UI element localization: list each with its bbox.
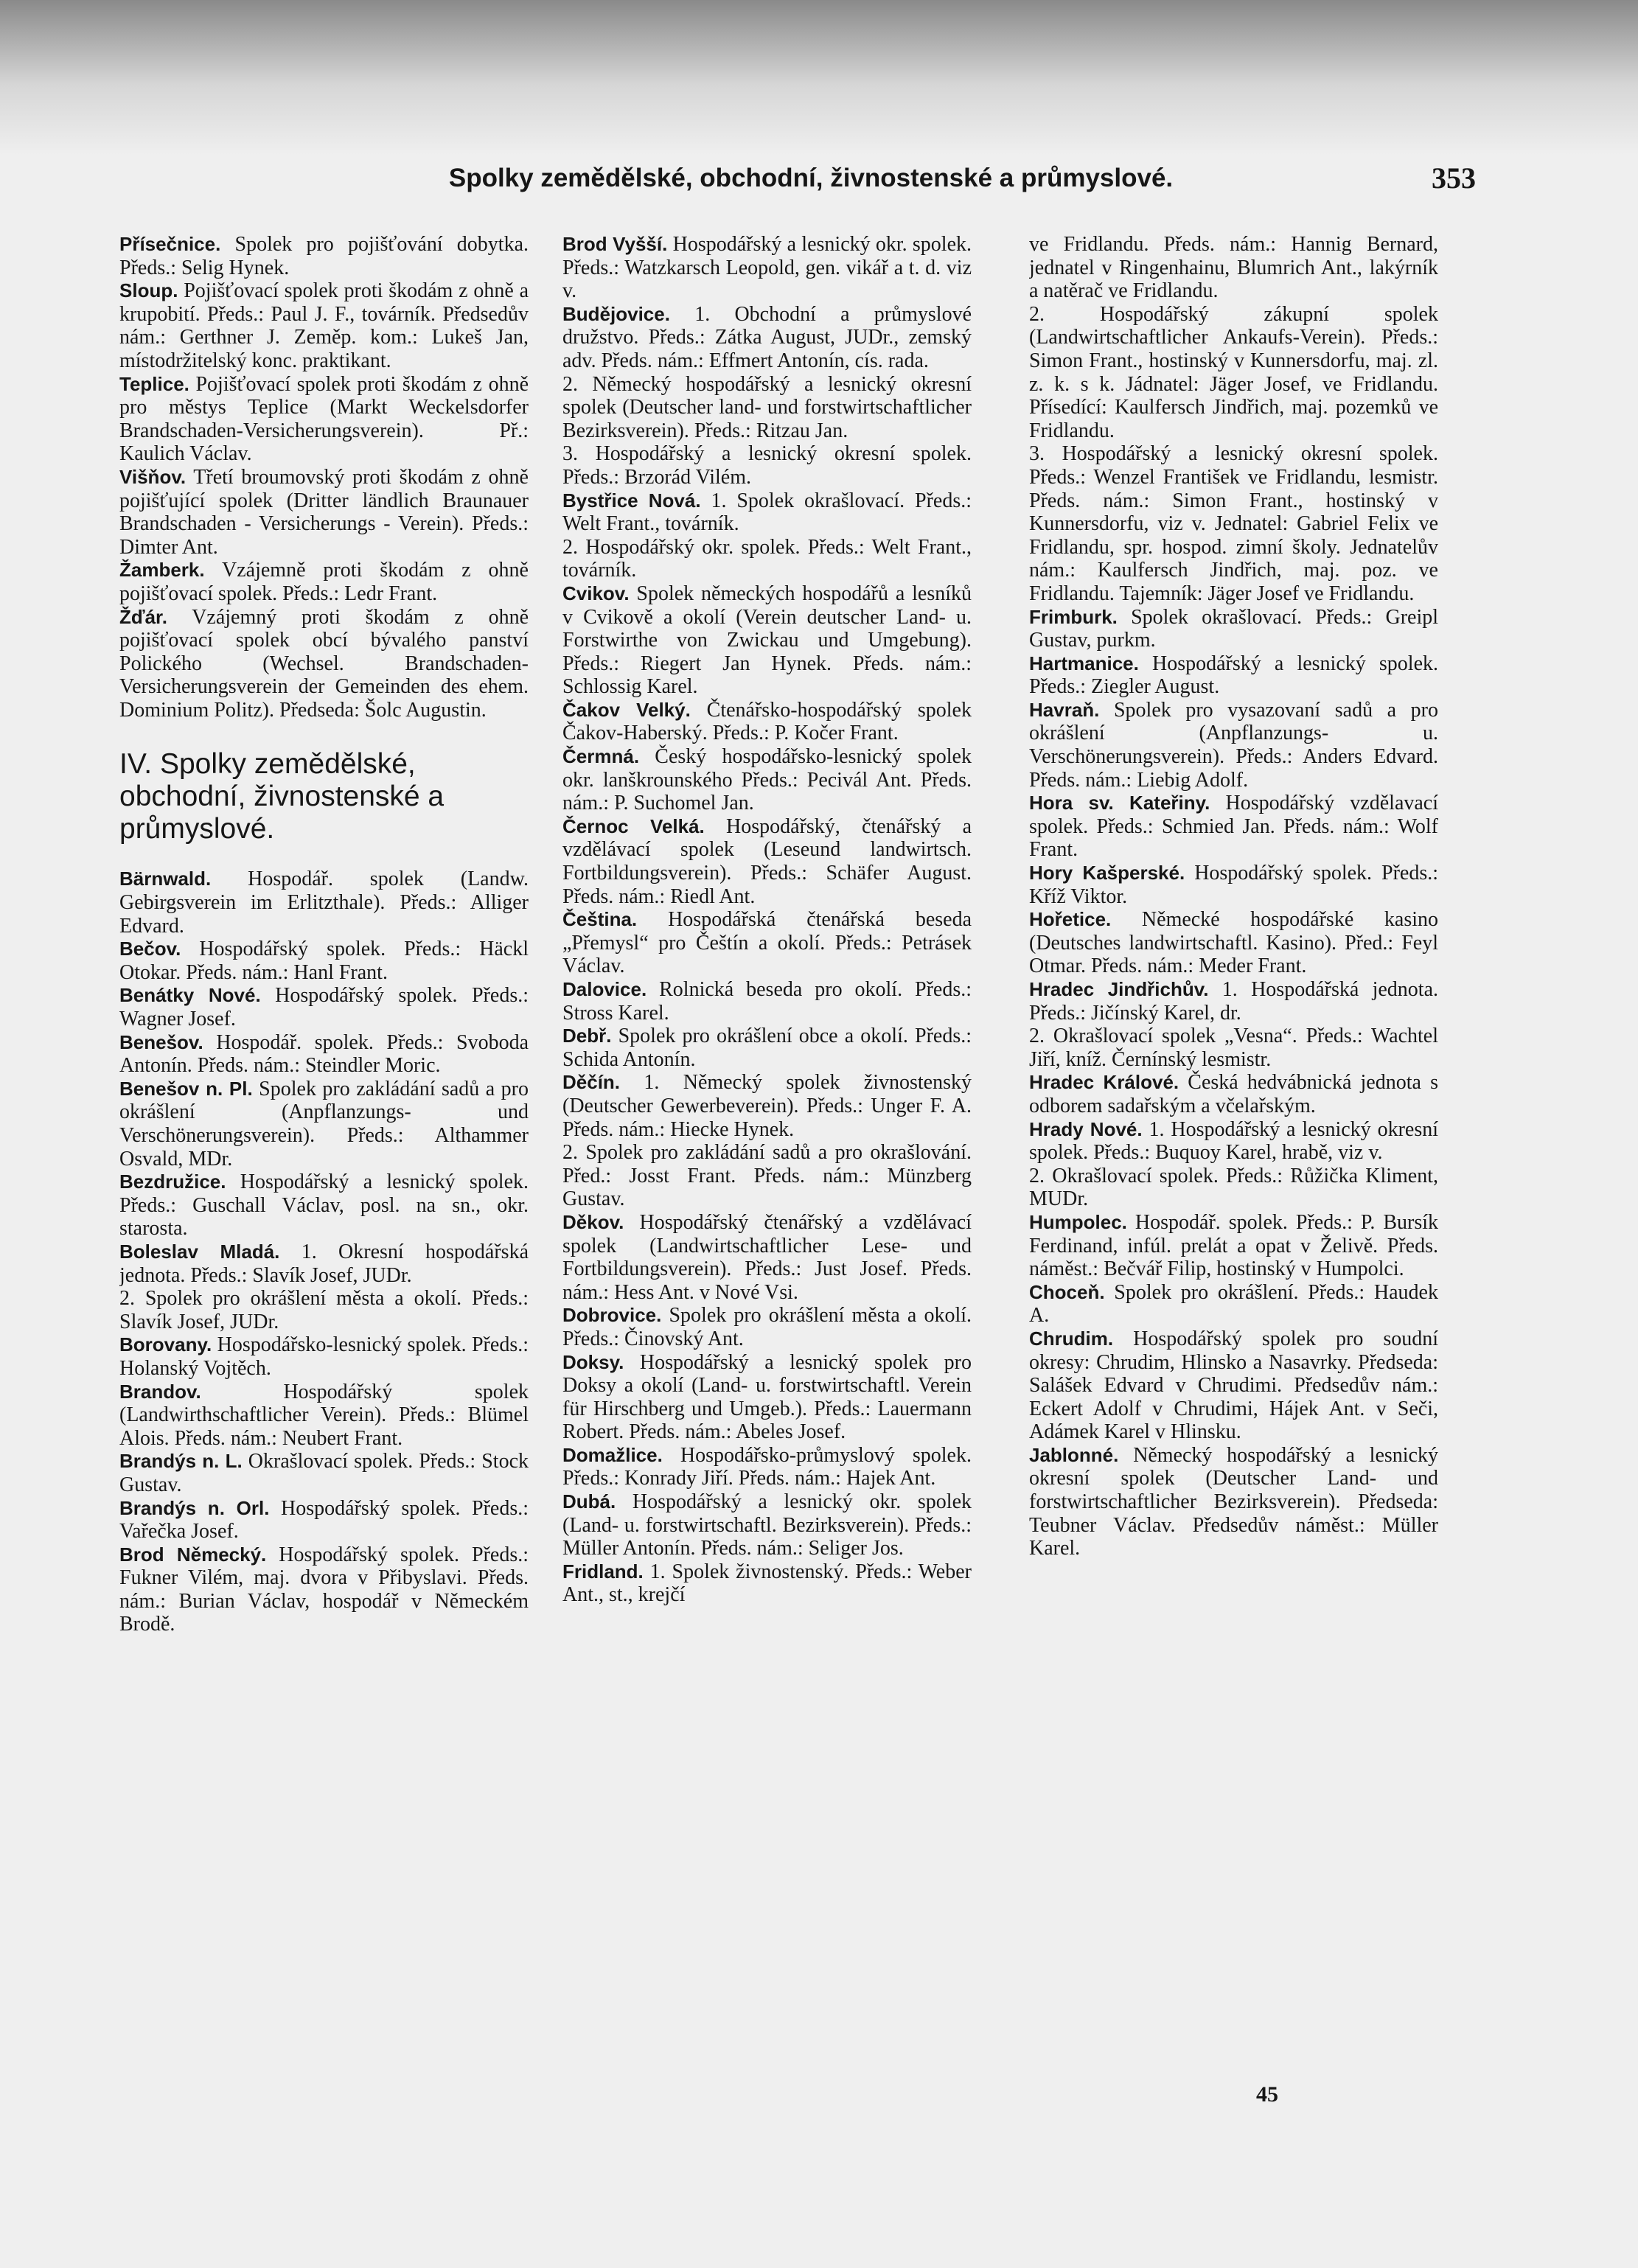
directory-entry bbox=[1029, 1071, 1438, 1117]
directory-entry bbox=[562, 1490, 972, 1560]
entry-text: Český hospodářsko-lesnický spolek okr. lanškrounského Předs.: Pecivál Ant. Předs. nám.: P. Suchomel Jan. bbox=[562, 745, 972, 815]
place-name: Budějovice. bbox=[562, 302, 670, 325]
page-number: 353 bbox=[1432, 161, 1476, 195]
entry-text: Hospodářský spolek. Předs.: Fukner Vilém, maj. dvora v Přibyslavi. Předs. nám.: Burian Václav, hospodář v Německém Brodě. bbox=[119, 1543, 529, 1636]
place-name: Višňov. bbox=[119, 465, 187, 488]
entry-text: Hospodářský spolek. Předs.: Wagner Josef. bbox=[119, 984, 529, 1031]
entry-text: Hospodářský a lesnický spolek. Předs.: Guschall Václav, posl. na sn., okr. starosta. bbox=[119, 1170, 529, 1241]
directory-entry bbox=[1029, 792, 1438, 862]
entry-text: Hospodář. spolek. Předs.: P. Bursík Ferdinand, infúl. prelát a opat v Želivě. Předs. náměst.: Bečvář Filip, hostinský v Humpolci. bbox=[1029, 1210, 1438, 1281]
entry-text: Spolek pro okrášlení obce a okolí. Předs.: Schida Antonín. bbox=[562, 1025, 972, 1071]
directory-entry bbox=[119, 1333, 529, 1380]
entry-text: Hospodářský a lesnický spolek. Předs.: Ziegler August. bbox=[1029, 652, 1438, 699]
entry-text: Čtenářsko-hospodářský spolek Čakov-Haberský. Předs.: P. Kočer Frant. bbox=[562, 698, 972, 745]
place-name: Žamberk. bbox=[119, 559, 205, 582]
place-name: Hrady Nové. bbox=[1029, 1117, 1143, 1140]
entry-text: Německé hospodářské kasino (Deutsches landwirtschaftl. Kasino). Před.: Feyl Otmar. Předs. nám.: Meder Frant. bbox=[1029, 908, 1438, 978]
directory-entry bbox=[1029, 1211, 1438, 1281]
place-name: Dubá. bbox=[562, 1490, 616, 1513]
entry-text: Hospodářská čtenářská beseda „Přemysl“ pro Češtín a okolí. Předs.: Petrásek Václav. bbox=[562, 908, 972, 978]
directory-entry bbox=[1029, 1444, 1438, 1560]
entry-text: 1. Spolek okrašlovací. Předs.: Welt Frant., továrník. bbox=[562, 489, 972, 536]
sub-entry: 2. Okrašlovací spolek. Předs.: Růžička Kliment, MUDr. bbox=[1029, 1164, 1438, 1211]
directory-entry bbox=[1029, 908, 1438, 978]
directory-entry bbox=[562, 1444, 972, 1490]
directory-entry bbox=[119, 1497, 529, 1543]
directory-entry bbox=[562, 489, 972, 536]
directory-entry bbox=[1029, 1281, 1438, 1327]
entry-text: Pojišťovací spolek proti škodám z ohně a krupobití. Předs.: Paul J. F., továrník. Předsedův nám.: Gerthner J. Zeměp. kom.: Lukeš Jan, místodržitelský konc. praktikant. bbox=[119, 279, 529, 372]
entry-text: Rolnická beseda pro okolí. Předs.: Stross Karel. bbox=[562, 978, 972, 1025]
place-name: Brandýs n. Orl. bbox=[119, 1496, 270, 1519]
entry-text: Hospodářský a lesnický okr. spolek. Předs.: Watzkarsch Leopold, gen. vikář a t. d. viz v. bbox=[562, 233, 972, 303]
place-name: Hory Kašperské. bbox=[1029, 862, 1185, 884]
entry-text: 1. Hospodářský a lesnický okresní spolek. Předs.: Buquoy Karel, hrabě, viz v. bbox=[1029, 1117, 1438, 1165]
entry-text: 1. Spolek živnostenský. Předs.: Weber Ant., st., krejčí bbox=[562, 1560, 972, 1607]
place-name: Bärnwald. bbox=[119, 868, 212, 890]
directory-entry bbox=[562, 233, 972, 303]
place-name: Hradec Králové. bbox=[1029, 1071, 1179, 1094]
directory-entry bbox=[562, 745, 972, 815]
place-name: Černoc Velká. bbox=[562, 814, 705, 837]
directory-entry bbox=[1029, 862, 1438, 908]
continued-entry: ve Fridlandu. Předs. nám.: Hannig Bernard, jednatel v Ringenhainu, Blumrich Ant., lakýrník a natěrač ve Fridlandu. bbox=[1029, 233, 1438, 303]
place-name: Domažlice. bbox=[562, 1443, 663, 1466]
entry-text: Spolek okrašlovací. Předs.: Greipl Gustav, purkm. bbox=[1029, 605, 1438, 652]
place-name: Hartmanice. bbox=[1029, 652, 1139, 674]
place-name: Benešov. bbox=[119, 1030, 203, 1053]
signature-number: 45 bbox=[1256, 2082, 1278, 2107]
running-header: Spolky zemědělské, obchodní, živnostenské a průmyslové. bbox=[448, 164, 1174, 192]
directory-entry bbox=[119, 233, 529, 279]
directory-entry bbox=[119, 466, 529, 559]
place-name: Sloup. bbox=[119, 279, 178, 302]
entry-text: Hospodářsko-lesnický spolek. Předs.: Holanský Vojtěch. bbox=[119, 1333, 529, 1380]
place-name: Čeština. bbox=[562, 908, 638, 931]
directory-entry bbox=[119, 1078, 529, 1170]
directory-entry bbox=[1029, 699, 1438, 792]
directory-entry bbox=[562, 582, 972, 699]
place-name: Benátky Nové. bbox=[119, 984, 261, 1007]
place-name: Žďár. bbox=[119, 605, 167, 628]
entry-text: Spolek pro vysazovaní sadů a pro okrášlení (Anpflanzungs- u. Verschönerungsverein). Předs.: Anders Edvard. Předs. nám.: Liebig Adolf. bbox=[1029, 698, 1438, 792]
entry-text: 1. Německý spolek živnostenský (Deutscher Gewerbeverein). Předs.: Unger F. A. Předs. nám.: Hiecke Hynek. bbox=[562, 1071, 972, 1141]
place-name: Debř. bbox=[562, 1025, 612, 1047]
directory-entry bbox=[119, 1031, 529, 1078]
entry-text: Hospodářský, čtenářský a vzdělávací spolek (Leseund landwirtsch. Fortbildungsverein). Předs.: Schäfer August. Předs. nám.: Riedl Ant. bbox=[562, 814, 972, 908]
place-name: Děkov. bbox=[562, 1210, 624, 1233]
entry-text: Hospodářský spolek. Předs.: Häckl Otokar. Předs. nám.: Hanl Frant. bbox=[119, 938, 529, 984]
entry-text: Spolek pro zakládání sadů a pro okrášlení (Anpflanzungs- und Verschönerungsverein). Předs.: Althammer Osvald, MDr. bbox=[119, 1077, 529, 1170]
sub-entry: 2. Spolek pro okrášlení města a okolí. Předs.: Slavík Josef, JUDr. bbox=[119, 1287, 529, 1333]
place-name: Hořetice. bbox=[1029, 908, 1112, 931]
directory-entry bbox=[562, 908, 972, 978]
directory-entry bbox=[119, 868, 529, 938]
entry-text: 1. Hospodářská jednota. Předs.: Jičínský Karel, dr. bbox=[1029, 978, 1438, 1025]
sub-entry: 2. Hospodářský okr. spolek. Předs.: Welt Frant., továrník. bbox=[562, 535, 972, 582]
directory-entry bbox=[1029, 978, 1438, 1025]
directory-entry bbox=[562, 303, 972, 373]
directory-entry bbox=[562, 699, 972, 745]
directory-entry bbox=[1029, 1118, 1438, 1165]
directory-entry bbox=[119, 1450, 529, 1496]
entry-text: Hospodářský a lesnický spolek pro Doksy a okolí (Land- u. forstwirtschaftl. Verein für Hirschberg und Umgeb.). Předs.: Lauermann Robert. Předs. nám.: Abeles Josef. bbox=[562, 1350, 972, 1444]
sub-entry: 2. Spolek pro zakládání sadů a pro okrašlování. Před.: Josst Frant. Předs. nám.: Münzberg Gustav. bbox=[562, 1141, 972, 1211]
place-name: Cvikov. bbox=[562, 582, 630, 604]
entry-text: Spolek pro okrášlení města a okolí. Předs.: Činovský Ant. bbox=[562, 1304, 972, 1350]
place-name: Čermná. bbox=[562, 745, 640, 768]
directory-entry bbox=[119, 938, 529, 984]
scan-top-shadow bbox=[0, 0, 1638, 155]
entry-text: Německý hospodářský a lesnický okresní spolek (Deutscher Land- und forstwirtschaftlicher Bezirksverein). Předseda: Teubner Václav. Předsedův náměst.: Müller Karel. bbox=[1029, 1443, 1438, 1560]
directory-entry bbox=[562, 978, 972, 1025]
place-name: Humpolec. bbox=[1029, 1210, 1127, 1233]
directory-entry bbox=[562, 1560, 972, 1607]
directory-entry bbox=[119, 373, 529, 466]
place-name: Hradec Jindřichův. bbox=[1029, 978, 1209, 1000]
directory-entry bbox=[119, 1170, 529, 1241]
entry-text: Vzájemný proti škodám z ohně pojišťovací spolek obcí bývalého panství Polického (Wechsel. Brandschaden-Versicherungsverein der Gemeinden des ehem. Dominium Politz). Předseda: Šolc Augustin. bbox=[119, 605, 529, 722]
place-name: Teplice. bbox=[119, 372, 189, 395]
column-3 bbox=[1029, 233, 1438, 2186]
entry-text: Hospodářský spolek (Landwirthschaftlicher Verein). Předs.: Blümel Alois. Předs. nám.: Neubert Frant. bbox=[119, 1380, 529, 1450]
place-name: Borovany. bbox=[119, 1333, 212, 1356]
directory-entry bbox=[119, 279, 529, 372]
section-heading: IV. Spolky zemědělské, obchodní, živnostenské a průmyslové. bbox=[119, 748, 445, 845]
place-name: Havraň. bbox=[1029, 698, 1100, 721]
place-name: Fridland. bbox=[562, 1560, 644, 1583]
directory-entry bbox=[119, 984, 529, 1030]
place-name: Chrudim. bbox=[1029, 1327, 1114, 1350]
directory-entry bbox=[562, 1211, 972, 1304]
entry-text: 1. Obchodní a průmyslové družstvo. Předs.: Zátka August, JUDr., zemský adv. Předs. nám.: Effmert Antonín, cís. rada. bbox=[562, 302, 972, 372]
entry-text: Hospodářsko-průmyslový spolek. Předs.: Konrady Jiří. Předs. nám.: Hajek Ant. bbox=[562, 1443, 972, 1490]
place-name: Jablonné. bbox=[1029, 1443, 1119, 1466]
directory-entry bbox=[119, 1381, 529, 1451]
entry-text: Vzájemně proti škodám z ohně pojišťovací spolek. Předs.: Ledr Frant. bbox=[119, 559, 529, 605]
directory-entry bbox=[562, 815, 972, 908]
column-1 bbox=[119, 233, 529, 2186]
sub-entry: 2. Hospodářský zákupní spolek (Landwirtschaftlicher Ankaufs-Verein). Předs.: Simon Frant., hostinský v Kunnersdorfu, maj. zl. z. k. s k. Jádnatel: Jäger Josef, ve Fridlandu. Přísedící: Kaulfersch Jindřich, maj. pozemků ve Fridlandu. bbox=[1029, 302, 1438, 442]
directory-entry bbox=[119, 1241, 529, 1287]
place-name: Frimburk. bbox=[1029, 605, 1118, 628]
directory-entry bbox=[562, 1351, 972, 1444]
entry-text: Pojišťovací spolek proti škodám z ohně pro městys Teplice (Markt Weckelsdorfer Brandschaden-Versicherungsverein). Př.: Kaulich Václav. bbox=[119, 372, 529, 466]
place-name: Brod Německý. bbox=[119, 1543, 267, 1566]
sub-entry: 2. Okrašlovací spolek „Vesna“. Předs.: Wachtel Jiří, kníž. Černínský lesmistr. bbox=[1029, 1025, 1438, 1071]
place-name: Dobrovice. bbox=[562, 1304, 662, 1327]
directory-entry bbox=[119, 606, 529, 722]
directory-entry bbox=[562, 1304, 972, 1350]
entry-text: Okrašlovací spolek. Předs.: Stock Gustav. bbox=[119, 1450, 529, 1496]
entry-text: Hospodářský spolek. Předs.: Vařečka Josef. bbox=[119, 1496, 529, 1543]
entry-text: 1. Okresní hospodářská jednota. Předs.: Slavík Josef, JUDr. bbox=[119, 1240, 529, 1287]
entry-text: Hospodářský spolek. Předs.: Kříž Viktor. bbox=[1029, 862, 1438, 908]
place-name: Brandov. bbox=[119, 1380, 201, 1403]
entry-text: Hospodářský čtenářský a vzdělávací spolek (Landwirtschaftlicher Lese- und Fortbildungsverein). Předs.: Just Josef. Předs. nám.: Hess Ant. v Nové Vsi. bbox=[562, 1210, 972, 1304]
directory-entry bbox=[119, 1543, 529, 1636]
place-name: Brod Vyšší. bbox=[562, 233, 668, 255]
place-name: Doksy. bbox=[562, 1350, 624, 1373]
place-name: Přísečnice. bbox=[119, 233, 221, 255]
entry-text: Hospodářský vzdělavací spolek. Předs.: Schmied Jan. Předs. nám.: Wolf Frant. bbox=[1029, 792, 1438, 862]
place-name: Bystřice Nová. bbox=[562, 489, 701, 512]
place-name: Děčín. bbox=[562, 1071, 621, 1094]
place-name: Boleslav Mladá. bbox=[119, 1240, 280, 1263]
sub-entry: 3. Hospodářský a lesnický okresní spolek. Předs.: Wenzel František ve Fridlandu, lesmistr. Předs. nám.: Simon Frant., hostinský v Kunnersdorfu, viz v. Jednatel: Gabriel Felix ve Fridlandu, spr. hospod. zimní školy. Jednatelův nám.: Kaulfersch Jindřich, maj. poz. ve Fridlandu. Tajemník: Jäger Josef ve Fridlandu. bbox=[1029, 442, 1438, 605]
sub-entry: 2. Německý hospodářský a lesnický okresní spolek (Deutscher land- und forstwirtschaftlicher Bezirksverein). Předs.: Ritzau Jan. bbox=[562, 372, 972, 442]
entry-text: Třetí broumovský proti škodám z ohně pojišťující spolek (Dritter ländlich Braunauer Brandschaden - Versicherungs - Verein). Předs.: Dimter Ant. bbox=[119, 465, 529, 559]
directory-entry bbox=[1029, 652, 1438, 699]
place-name: Bezdružice. bbox=[119, 1170, 226, 1193]
entry-text: Česká hedvábnická jednota s odborem sadařským a včelařským. bbox=[1029, 1071, 1438, 1117]
directory-entry bbox=[562, 1071, 972, 1141]
entry-text: Spolek německých hospodářů a lesníků v Cvikově a okolí (Verein deutscher Land- u. Forstwirthe von Zwickau und Umgebung). Předs.: Riegert Jan Hynek. Předs. nám.: Schlossig Karel. bbox=[562, 582, 972, 699]
directory-entry bbox=[1029, 606, 1438, 652]
place-name: Benešov n. Pl. bbox=[119, 1077, 253, 1100]
place-name: Hora sv. Kateřiny. bbox=[1029, 792, 1210, 814]
place-name: Čakov Velký. bbox=[562, 698, 691, 721]
sub-entry: 3. Hospodářský a lesnický okresní spolek. Předs.: Brzorád Vilém. bbox=[562, 442, 972, 489]
place-name: Dalovice. bbox=[562, 978, 647, 1000]
entry-text: Hospodářský spolek pro soudní okresy: Chrudim, Hlinsko a Nasavrky. Předseda: Salášek Edvard v Chrudimi. Předsedův nám.: Eckert Adolf v Chrudimi, Hájek Ant. v Seči, Adámek Karel v Hlinsku. bbox=[1029, 1327, 1438, 1444]
entry-text: Hospodář. spolek. Předs.: Svoboda Antonín. Předs. nám.: Steindler Moric. bbox=[119, 1030, 529, 1078]
entry-text: Spolek pro pojišťování dobytka. Předs.: Selig Hynek. bbox=[119, 233, 529, 279]
place-name: Bečov. bbox=[119, 938, 181, 960]
directory-entry bbox=[562, 1025, 972, 1071]
directory-entry bbox=[1029, 1327, 1438, 1444]
place-name: Brandýs n. L. bbox=[119, 1450, 243, 1473]
directory-entry bbox=[119, 559, 529, 605]
place-name: Choceň. bbox=[1029, 1280, 1105, 1303]
entry-text: Spolek pro okrášlení. Předs.: Haudek A. bbox=[1029, 1280, 1438, 1327]
column-2 bbox=[562, 233, 972, 2186]
entry-text: Hospodář. spolek (Landw. Gebirgsverein im Erlitzthale). Předs.: Alliger Edvard. bbox=[119, 868, 529, 938]
entry-text: Hospodářský a lesnický okr. spolek (Land- u. forstwirtschaftl. Bezirksverein). Předs.: Müller Antonín. Předs. nám.: Seliger Jos. bbox=[562, 1490, 972, 1560]
